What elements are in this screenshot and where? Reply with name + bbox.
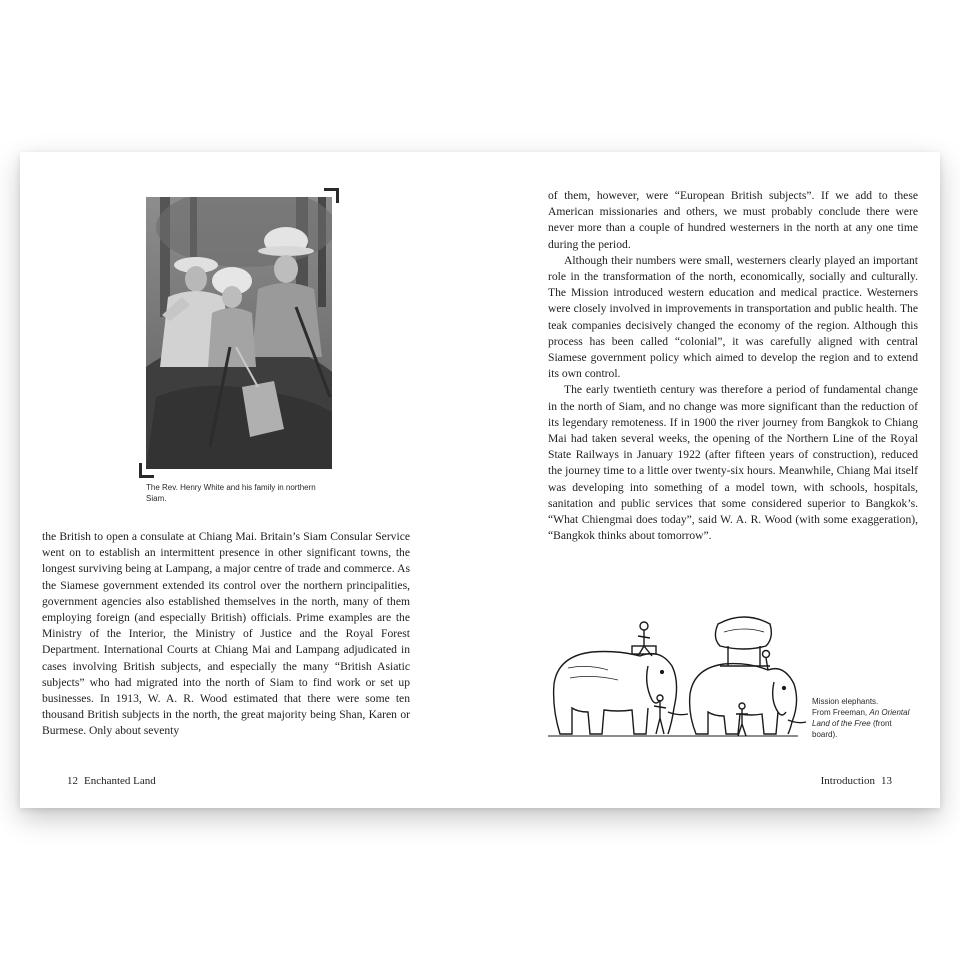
- left-page: [20, 152, 480, 808]
- caption-book-title: An Oriental Land of the Free: [812, 708, 910, 728]
- page-number: 12: [67, 775, 78, 787]
- book-spread: [20, 152, 940, 808]
- left-body-text: [42, 529, 410, 740]
- page-number: 13: [881, 775, 892, 787]
- paragraph: of them, however, were “European British subjects”. If we add to these American missionaries and others, we must probably conclude there were never more than a couple of hundred westerners in the north at any one time during the period.: [548, 189, 918, 251]
- caption-line: From Freeman,: [812, 708, 868, 717]
- right-body-text: [548, 188, 918, 544]
- photo-caption: The Rev. Henry White and his family in northern Siam.: [146, 483, 316, 503]
- paragraph: Although their numbers were small, westerners clearly played an important role in the transformation of the north, economically, socially and culturally. The Mission introduced western education and medical practice. Westerners were closely involved in improvements in transportation and public health. The teak companies decisively changed the economy of the region. Although this process has been called “colonial”, it was carefully aligned with central Siamese government policy which aimed to develop the region and to extend its own control.: [548, 253, 918, 381]
- paragraph: The early twentieth century was therefore a period of fundamental change in the north of Siam, and no change was more significant than the reduction of its legendary remoteness. If in 1900 the river journey from Bangkok to Chiang Mai had taken several weeks, the opening of the Northern Line of the Royal State Railways in January 1922 (after fifteen years of construction), reduced the journey time to a little over twenty-six hours. Meanwhile, Chiang Mai itself was developing into something of a model town, with schools, hospitals, sanitation and public services that some considered superior to Bangkok’s. “What Chiengmai does today”, said W. A. R. Wood (with some exaggeration), “Bangkok thinks about tomorrow”.: [548, 383, 918, 543]
- running-head: Enchanted Land: [84, 775, 156, 787]
- right-page: [480, 152, 940, 808]
- paragraph: the British to open a consulate at Chiang Mai. Britain’s Siam Consular Service went on to establish an intermittent presence in other significant towns, the longest surviving being at Lampang, a major centre of trade and commerce. As the Siamese government extended its control over the northern principalities, government agencies also established themselves in the north, many of them employing foreign (and especially British) officials. Prime examples are the Ministry of the Interior, the Ministry of Justice and the Royal Forest Department. International Courts at Chiang Mai and Lampang adjudicated in cases involving British subjects, and especially the many “British Asiatic subjects” who had migrated into the north of Siam to find work or set up businesses. In 1913, W. A. R. Wood estimated that there were some ten thousand British subjects in the north, the great majority being Shan, Karen or Burmese. Only about seventy: [42, 530, 410, 738]
- right-folio: [821, 774, 892, 788]
- caption-line: (front board).: [812, 719, 892, 739]
- caption-line: Mission elephants.: [812, 697, 879, 706]
- mission-elephants-illustration: [548, 612, 810, 746]
- left-folio: [67, 774, 156, 788]
- photo-image: [146, 197, 332, 469]
- illustration-caption: [812, 696, 912, 740]
- running-head: Introduction: [820, 775, 875, 787]
- family-photo: [139, 188, 339, 478]
